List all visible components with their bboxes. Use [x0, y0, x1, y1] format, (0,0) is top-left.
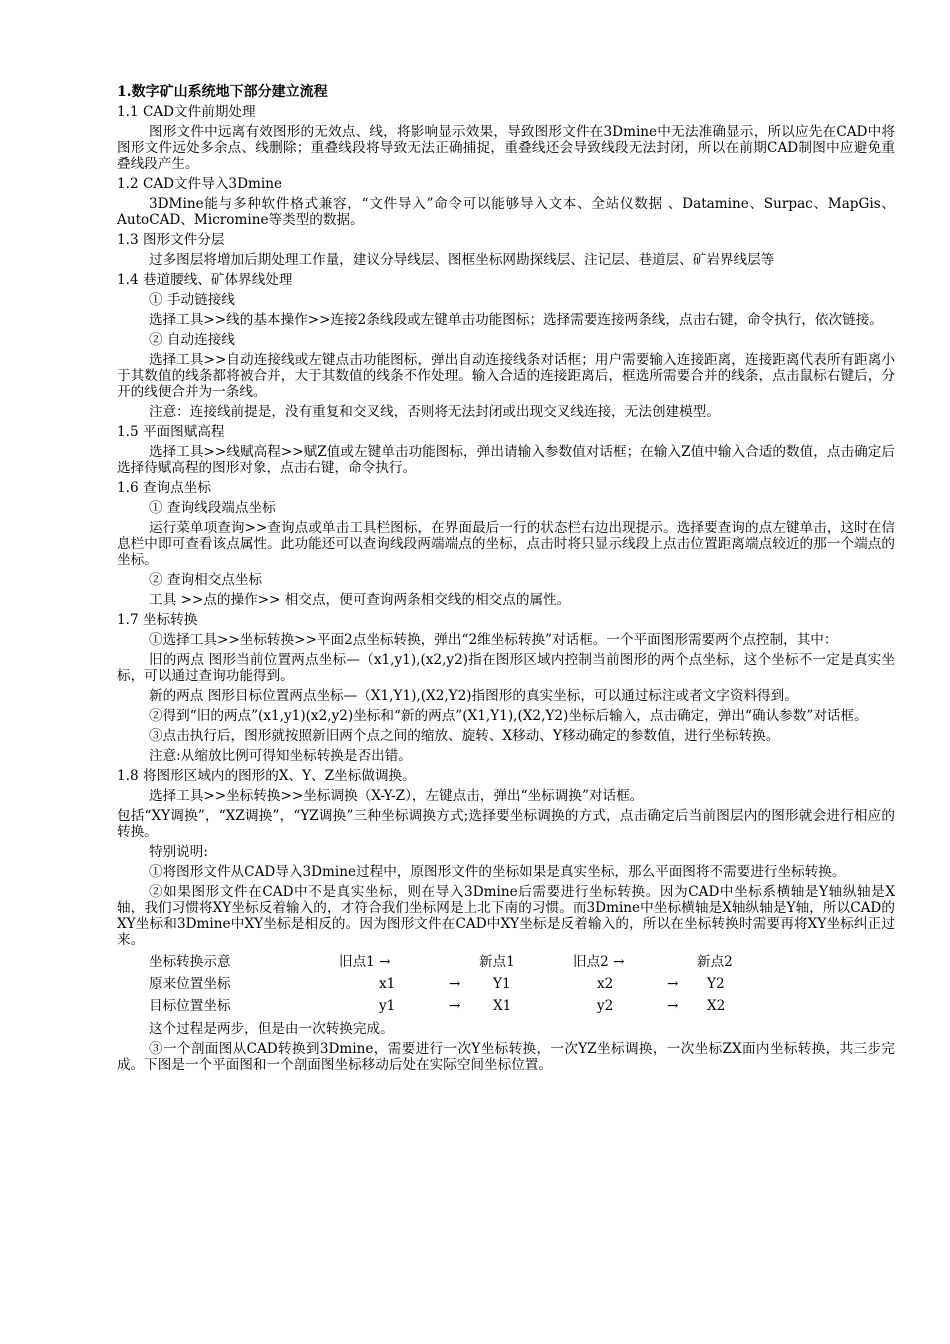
table-cell: 坐标转换示意 — [149, 954, 231, 970]
paragraph: ②如果图形文件在CAD中不是真实坐标，则在导入3Dmine后需要进行坐标转换。因为CAD中坐标系横轴是Y轴纵轴是X轴，我们习惯将XY坐标反着输入的，才符合我们坐标网是上北下南的习惯。而3Dmine中坐标横轴是X轴纵轴是Y轴，所以CAD的XY坐标和3Dmine中XY坐标是相反的。因为图形文件在CAD中XY坐标是反着输入的，所以在坐标转换时需要再将XY坐标纠正过来。 — [117, 884, 895, 948]
paragraph: ③一个剖面图从CAD转换到3Dmine，需要进行一次Y坐标转换，一次YZ坐标调换，一次坐标ZX面内坐标转换，共三步完成。下图是一个平面图和一个剖面图坐标移动后处在实际空间坐标位置。 — [117, 1041, 895, 1073]
table-cell: Y1 — [493, 976, 511, 992]
table-cell: 旧点1 → — [339, 954, 391, 970]
paragraph: 过多图层将增加后期处理工作量，建议分导线层、图框坐标网勘探线层、注记层、巷道层、矿岩界线层等 — [149, 252, 775, 268]
table-cell: 新点1 — [479, 954, 515, 970]
table-cell: 旧点2 → — [573, 954, 625, 970]
paragraph: ①选择工具>>坐标转换>>平面2点坐标转换，弹出“2维坐标转换”对话框。一个平面图形需要两个点控制，其中： — [149, 632, 838, 648]
section-heading-1-5: 1.5 平面图赋高程 — [117, 424, 225, 440]
table-cell: 原来位置坐标 — [149, 976, 231, 992]
section-heading-1-1: 1.1 CAD文件前期处理 — [117, 104, 256, 120]
table-cell: y1 — [379, 998, 396, 1014]
paragraph: 特别说明: — [149, 844, 208, 860]
paragraph: 包括“XY调换”，“XZ调换”，“YZ调换”三种坐标调换方式;选择要坐标调换的方式，点击确定后当前图层内的图形就会进行相应的转换。 — [117, 808, 895, 840]
paragraph: 选择工具>>自动连接线或左键点击功能图标，弹出自动连接线条对话框；用户需要输入连接距离，连接距离代表所有距离小于其数值的线条都将被合并，大于其数值的线条不作处理。输入合适的连接距离后，框选所需要合并的线条，点击鼠标右键后，分开的线便合并为一条线。 — [117, 352, 895, 400]
coordinate-table — [149, 952, 767, 1018]
paragraph: 新的两点 图形目标位置两点坐标—（X1,Y1),(X2,Y2)指图形的真实坐标，可以通过标注或者文字资料得到。 — [149, 688, 798, 704]
paragraph: 这个过程是两步，但是由一次转换完成。 — [149, 1021, 394, 1037]
table-cell — [667, 952, 697, 974]
table-cell: → — [667, 998, 679, 1014]
table-row — [149, 996, 767, 1018]
section-heading-1-2: 1.2 CAD文件导入3Dmine — [117, 176, 283, 192]
section-heading-1-8: 1.8 将图形区域内的图形的X、Y、Z坐标做调换。 — [117, 768, 416, 784]
table-cell: x2 — [597, 976, 614, 992]
paragraph: 运行菜单项查询>>查询点或单击工具栏图标，在界面最后一行的状态栏右边出现提示。选择要查询的点左键单击，这时在信息栏中即可查看该点属性。此功能还可以查询线段两端端点的坐标，点击时将只显示线段上点击位置距离端点较近的那一个端点的坐标。 — [117, 520, 895, 568]
table-cell: X2 — [707, 998, 726, 1014]
table-cell: → — [449, 976, 461, 992]
subheading: ② 自动连接线 — [149, 332, 235, 348]
paragraph: 选择工具>>线的基本操作>>连接2条线段或左键单击功能图标；选择需要连接两条线，点击右键，命令执行，依次链接。 — [149, 312, 883, 328]
section-heading-1-6: 1.6 查询点坐标 — [117, 480, 211, 496]
table-cell: 目标位置坐标 — [149, 998, 231, 1014]
paragraph: 旧的两点 图形当前位置两点坐标—（x1,y1),(x2,y2)指在图形区域内控制当前图形的两个点坐标，这个坐标不一定是真实坐标，可以通过查询功能得到。 — [117, 652, 895, 684]
table-row — [149, 974, 767, 996]
table-cell: y2 — [597, 998, 614, 1014]
table-cell: → — [667, 976, 679, 992]
section-heading-1-4: 1.4 巷道腰线、矿体界线处理 — [117, 272, 293, 288]
paragraph: 选择工具>>坐标转换>>坐标调换（X-Y-Z），左键点击，弹出“坐标调换”对话框。 — [149, 788, 644, 804]
table-cell — [449, 952, 479, 974]
paragraph: 图形文件中远离有效图形的无效点、线，将影响显示效果，导致图形文件在3Dmine中无法准确显示，所以应先在CAD中将图形文件远处多余点、线删除；重叠线段将导致无法正确捕捉，重叠线还会导致线段无法封闭，所以在前期CAD制图中应避免重叠线段产生。 — [117, 124, 895, 172]
section-heading-1-7: 1.7 坐标转换 — [117, 612, 198, 628]
table-cell: 新点2 — [697, 954, 733, 970]
table-row — [149, 952, 767, 974]
paragraph: ③点击执行后，图形就按照新旧两个点之间的缩放、旋转、X移动、Y移动确定的参数值，进行坐标转换。 — [149, 728, 780, 744]
note-paragraph: 注意：连接线前提是，没有重复和交叉线，否则将无法封闭或出现交叉线连接，无法创建模型。 — [149, 404, 720, 420]
subheading: ② 查询相交点坐标 — [149, 572, 263, 588]
table-cell: Y2 — [707, 976, 725, 992]
note-paragraph: 注意:从缩放比例可得知坐标转换是否出错。 — [149, 748, 412, 764]
paragraph: ①将图形文件从CAD导入3Dmine过程中，原图形文件的坐标如果是真实坐标，那么平面图将不需要进行坐标转换。 — [149, 864, 846, 880]
paragraph: ②得到“旧的两点”(x1,y1)(x2,y2)坐标和“新的两点”(X1,Y1),(X2,Y2)坐标后输入，点击确定，弹出“确认参数”对话框。 — [149, 708, 868, 724]
document-title: 1.数字矿山系统地下部分建立流程 — [117, 84, 328, 100]
subheading: ① 查询线段端点坐标 — [149, 500, 276, 516]
document-page — [117, 84, 895, 1077]
paragraph: 选择工具>>线赋高程>>赋Z值或左键单击功能图标，弹出请输入参数值对话框；在输入Z值中输入合适的数值，点击确定后选择待赋高程的图形对象，点击右键，命令执行。 — [117, 444, 895, 476]
table-cell: → — [449, 998, 461, 1014]
subheading: ① 手动链接线 — [149, 292, 235, 308]
section-heading-1-3: 1.3 图形文件分层 — [117, 232, 225, 248]
paragraph: 3DMine能与多种软件格式兼容，“文件导入”命令可以能够导入文本、全站仪数据 、Datamine、Surpac、MapGis、 AutoCAD、Micromine等类型的数据。 — [117, 196, 895, 228]
table-cell: x1 — [379, 976, 396, 992]
table-cell: X1 — [493, 998, 512, 1014]
paragraph: 工具 >>点的操作>> 相交点，便可查询两条相交线的相交点的属性。 — [149, 592, 571, 608]
